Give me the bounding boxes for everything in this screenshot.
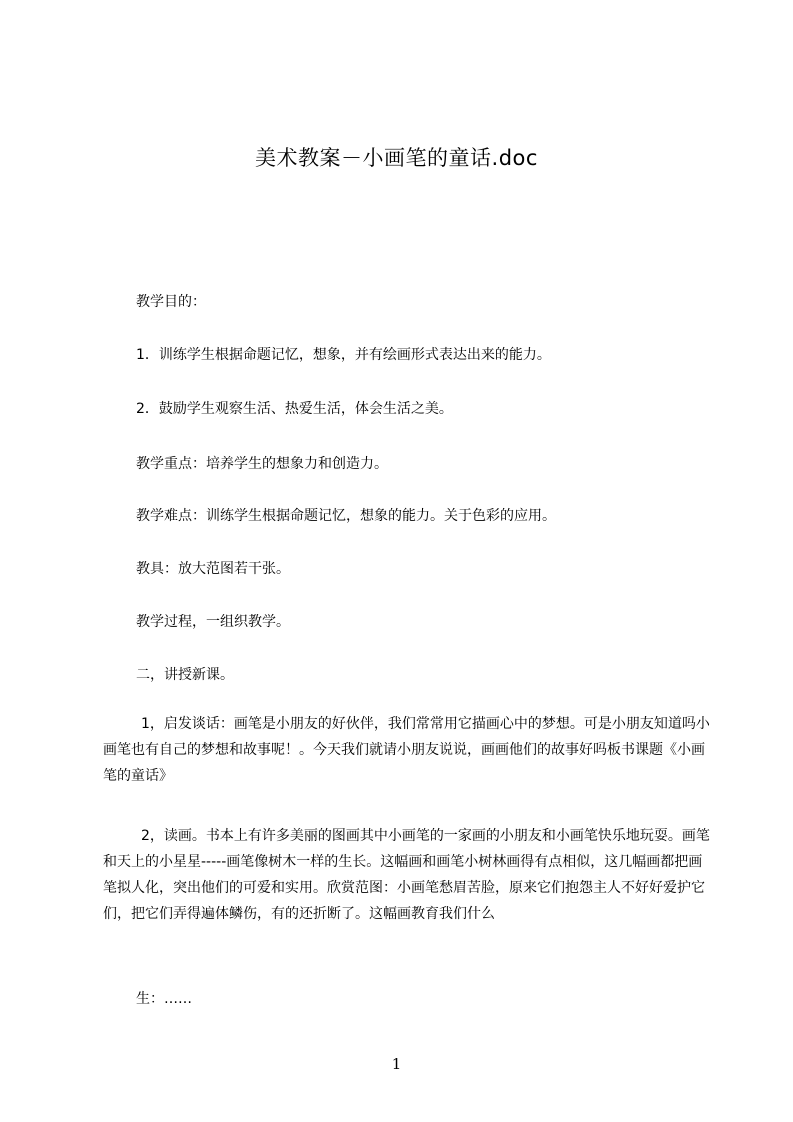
page-number: 1: [391, 1055, 402, 1073]
paragraph-reading: [103, 823, 713, 927]
tools-line: 教具：放大范图若干张。: [136, 561, 290, 577]
objective-item-1: 1．训练学生根据命题记忆，想象，并有绘画形式表达出来的能力。: [136, 347, 551, 363]
objective-item-2: 2．鼓励学生观察生活、热爱生活，体会生活之美。: [136, 401, 453, 417]
objective-heading: 教学目的：: [136, 294, 206, 310]
student-reply: 生：……: [136, 991, 192, 1007]
difficulty-line: 教学难点：训练学生根据命题记忆，想象的能力。关于色彩的应用。: [136, 508, 556, 524]
paragraph-reading-text: 2，读画。书本上有许多美丽的图画其中小画笔的一家画的小朋友和小画笔快乐地玩耍。画笔和天上的小星星-----画笔像树木一样的生长。这幅画和画笔小树林画得有点相似，这几幅画都把画笔拟人化，突出他们的可爱和实用。欣赏范图：小画笔愁眉苦脸，原来它们抱怨主人不好好爱护它们，把它们弄得遍体鳞伤，有的还折断了。这幅画教育我们什么: [103, 828, 710, 922]
paragraph-discussion-text: 1，启发谈话：画笔是小朋友的好伙伴，我们常常用它描画心中的梦想。可是小朋友知道吗小画笔也有自己的梦想和故事呢！。今天我们就请小朋友说说，画画他们的故事好吗板书课题《小画笔的童话》: [103, 716, 710, 784]
paragraph-discussion: [103, 711, 713, 789]
new-lesson-line: 二，讲授新课。: [136, 667, 234, 683]
key-point-line: 教学重点：培养学生的想象力和创造力。: [136, 456, 388, 472]
document-title: 美术教案－小画笔的童话.doc: [255, 146, 538, 170]
process-line: 教学过程，一组织教学。: [136, 614, 290, 630]
